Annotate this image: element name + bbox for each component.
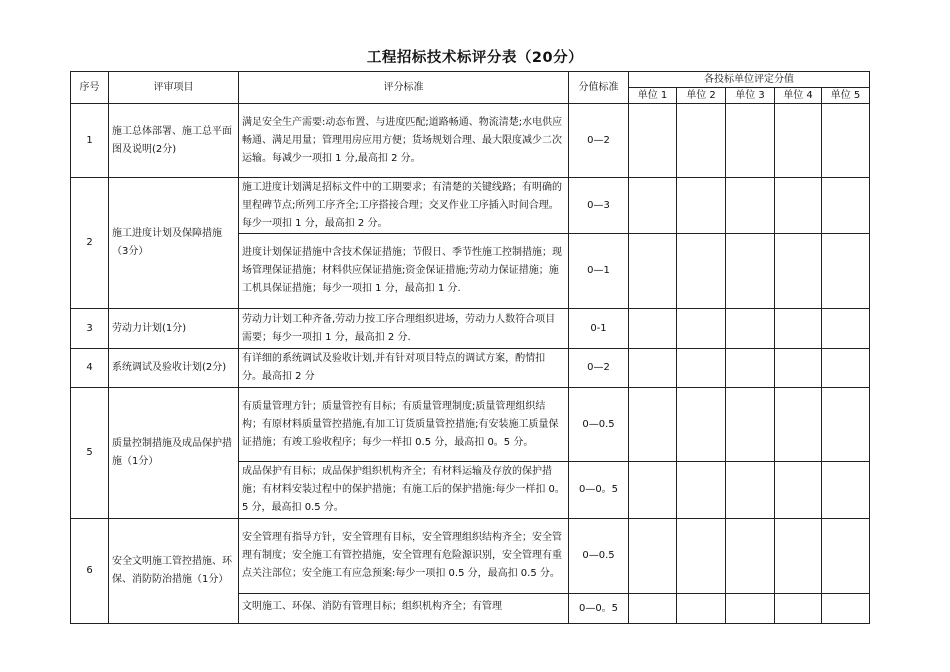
unit-5-score-cell[interactable]: [822, 388, 870, 462]
header-bidders-group: 各投标单位评定分值: [629, 72, 870, 88]
unit-3-score-cell[interactable]: [726, 349, 775, 388]
unit-3-score-cell[interactable]: [726, 594, 775, 624]
header-unit-1: 单位 1: [629, 88, 677, 104]
unit-2-score-cell[interactable]: [677, 462, 726, 519]
unit-2-score-cell[interactable]: [677, 349, 726, 388]
row-score-range: 0—0.5: [569, 519, 629, 594]
row-item: 施工总体部署、施工总平面图及说明(2分): [109, 104, 239, 178]
unit-1-score-cell[interactable]: [629, 519, 677, 594]
header-seq: 序号: [71, 72, 109, 104]
row-criteria: 成品保护有目标；成品保护组织机构齐全；有材料运输及存放的保护措施；有材料安装过程中的保护措施；有施工后的保护措施:每少一样扣 0。5 分，最高扣 0.5 分。: [239, 462, 569, 519]
unit-4-score-cell[interactable]: [775, 234, 822, 309]
unit-4-score-cell[interactable]: [775, 388, 822, 462]
unit-1-score-cell[interactable]: [629, 388, 677, 462]
unit-3-score-cell[interactable]: [726, 519, 775, 594]
row-score-range: 0—0.5: [569, 388, 629, 462]
unit-1-score-cell[interactable]: [629, 104, 677, 178]
row-seq: 2: [71, 178, 109, 309]
unit-3-score-cell[interactable]: [726, 104, 775, 178]
table-title: 工程招标技术标评分表（20分）: [366, 50, 584, 66]
row-item: 劳动力计划(1分): [109, 309, 239, 349]
unit-5-score-cell[interactable]: [822, 104, 870, 178]
unit-5-score-cell[interactable]: [822, 462, 870, 519]
unit-2-score-cell[interactable]: [677, 388, 726, 462]
unit-1-score-cell[interactable]: [629, 178, 677, 234]
row-item: 施工进度计划及保障措施（3分）: [109, 178, 239, 309]
row-seq: 4: [71, 349, 109, 388]
row-criteria: 劳动力计划工种齐备,劳动力按工序合理组织进场，劳动力人数符合项目需要；每少一项扣 1 分，最高扣 2 分.: [239, 309, 569, 349]
header-score-range: 分值标准: [569, 72, 629, 104]
table-row: [71, 104, 870, 178]
unit-4-score-cell[interactable]: [775, 519, 822, 594]
table-row: [71, 178, 870, 234]
unit-5-score-cell[interactable]: [822, 519, 870, 594]
unit-5-score-cell[interactable]: [822, 349, 870, 388]
unit-1-score-cell[interactable]: [629, 349, 677, 388]
unit-4-score-cell[interactable]: [775, 349, 822, 388]
unit-2-score-cell[interactable]: [677, 594, 726, 624]
row-criteria: 进度计划保证措施中含技术保证措施；节假日、季节性施工控制措施；现场管理保证措施；材料供应保证措施;资金保证措施;劳动力保证措施；施工机具保证措施；每少一项扣 1 分，最高扣 1 分.: [239, 234, 569, 309]
unit-5-score-cell[interactable]: [822, 309, 870, 349]
unit-4-score-cell[interactable]: [775, 178, 822, 234]
row-score-range: 0—1: [569, 234, 629, 309]
unit-3-score-cell[interactable]: [726, 309, 775, 349]
header-criteria: 评分标准: [239, 72, 569, 104]
unit-5-score-cell[interactable]: [822, 234, 870, 309]
row-criteria: 文明施工、环保、消防有管理目标；组织机构齐全；有管理: [239, 594, 569, 624]
unit-1-score-cell[interactable]: [629, 594, 677, 624]
header-item: 评审项目: [109, 72, 239, 104]
row-seq: 6: [71, 519, 109, 624]
row-score-range: 0—0。5: [569, 462, 629, 519]
row-criteria: 满足安全生产需要:动态布置、与进度匹配;道路畅通、物流清楚;水电供应畅通、满足用量；管理用房应用方便；货场规划合理、最大限度减少二次运输。每减少一项扣 1 分,最高扣 2 分。: [239, 104, 569, 178]
unit-2-score-cell[interactable]: [677, 309, 726, 349]
table-row: [71, 519, 870, 594]
header-row-1: [71, 72, 870, 88]
table-row: [71, 309, 870, 349]
row-criteria: 施工进度计划满足招标文件中的工期要求；有清楚的关键线路；有明确的里程碑节点;所列工序齐全;工序搭接合理；交叉作业工序插入时间合理。每少一项扣 1 分，最高扣 2 分。: [239, 178, 569, 234]
row-seq: 1: [71, 104, 109, 178]
row-item: 系统调试及验收计划(2分): [109, 349, 239, 388]
unit-4-score-cell[interactable]: [775, 309, 822, 349]
row-score-range: 0—0。5: [569, 594, 629, 624]
unit-1-score-cell[interactable]: [629, 234, 677, 309]
unit-2-score-cell[interactable]: [677, 178, 726, 234]
header-unit-5: 单位 5: [822, 88, 870, 104]
unit-3-score-cell[interactable]: [726, 388, 775, 462]
table-row: [71, 388, 870, 462]
unit-3-score-cell[interactable]: [726, 462, 775, 519]
row-score-range: 0—3: [569, 178, 629, 234]
unit-4-score-cell[interactable]: [775, 462, 822, 519]
row-criteria: 有质量管理方针；质量管控有目标；有质量管理制度;质量管理组织结构；有原材料质量管控措施,有加工订货质量管控措施;有安装施工质量保证措施；有竣工验收程序；每少一样扣 0.5 分，最高扣 0。5 分。: [239, 388, 569, 462]
row-criteria: 有详细的系统调试及验收计划,并有针对项目特点的调试方案，酌情扣分。最高扣 2 分: [239, 349, 569, 388]
unit-3-score-cell[interactable]: [726, 234, 775, 309]
row-item: 质量控制措施及成品保护措施（1分）: [109, 388, 239, 519]
row-criteria: 安全管理有指导方针，安全管理有目标，安全管理组织结构齐全；安全管理有制度；安全施工有管控措施，安全管理有危险源识别，安全管理有重点关注部位；安全施工有应急预案:每少一项扣 0.5 分，最高扣 0.5 分。: [239, 519, 569, 594]
table-row: [71, 349, 870, 388]
scoring-table: [70, 71, 870, 624]
unit-2-score-cell[interactable]: [677, 519, 726, 594]
unit-5-score-cell[interactable]: [822, 178, 870, 234]
unit-3-score-cell[interactable]: [726, 178, 775, 234]
row-seq: 5: [71, 388, 109, 519]
header-unit-3: 单位 3: [726, 88, 775, 104]
row-item: 安全文明施工管控措施、环保、消防防治措施（1分）: [109, 519, 239, 624]
unit-1-score-cell[interactable]: [629, 462, 677, 519]
unit-4-score-cell[interactable]: [775, 104, 822, 178]
row-seq: 3: [71, 309, 109, 349]
unit-1-score-cell[interactable]: [629, 309, 677, 349]
unit-2-score-cell[interactable]: [677, 104, 726, 178]
row-score-range: 0-1: [569, 309, 629, 349]
header-unit-4: 单位 4: [775, 88, 822, 104]
header-unit-2: 单位 2: [677, 88, 726, 104]
unit-5-score-cell[interactable]: [822, 594, 870, 624]
row-score-range: 0—2: [569, 104, 629, 178]
unit-2-score-cell[interactable]: [677, 234, 726, 309]
unit-4-score-cell[interactable]: [775, 594, 822, 624]
row-score-range: 0—2: [569, 349, 629, 388]
